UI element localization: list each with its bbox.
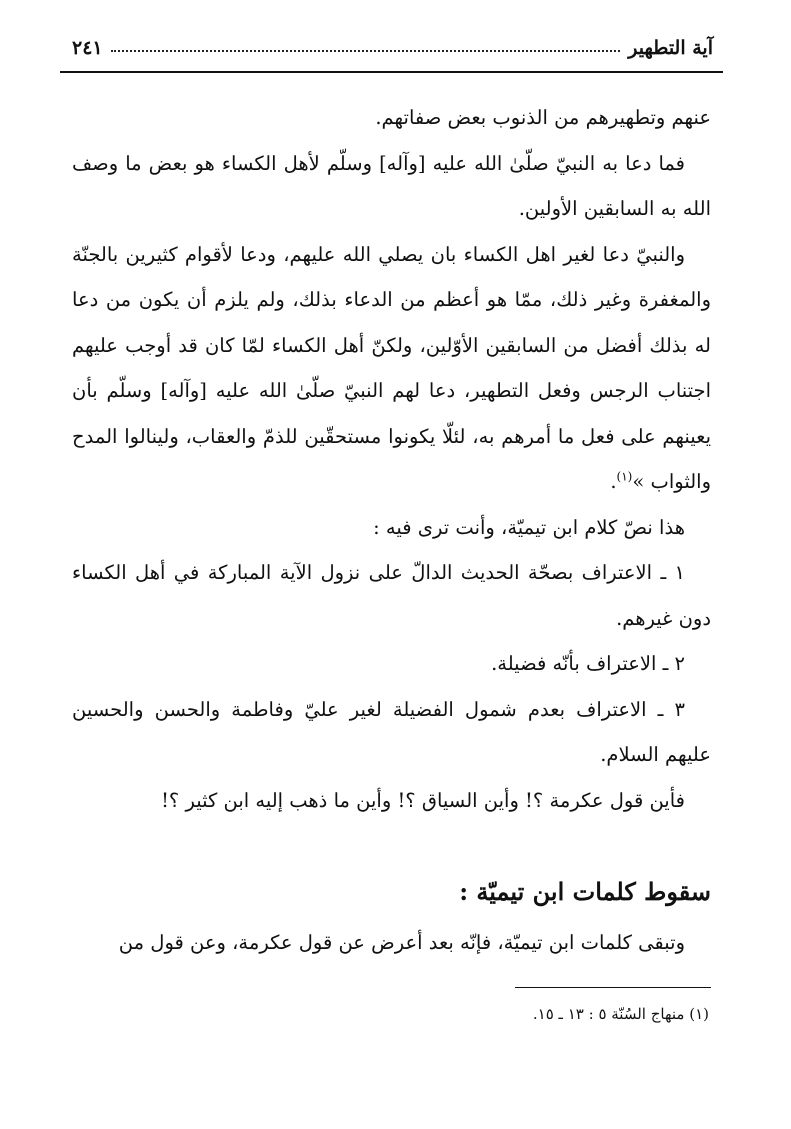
paragraph-question: فأين قول عكرمة ؟! وأين السياق ؟! وأين ما ذهب إليه ابن كثير ؟! (161, 788, 685, 812)
list-item-2: ٢ ـ الاعتراف بأنّه فضيلة. (491, 652, 685, 675)
paragraph-1: عنهم وتطهيرهم من الذنوب بعض صفاتهم. (375, 106, 711, 129)
section-heading: سقوط كلمات ابن تيميّة : (459, 877, 711, 906)
header-rule (60, 71, 723, 73)
paragraph-2: فما دعا به النبيّ صلّىٰ الله عليه [وآله] وسلّم لأهل الكساء هو بعض ما وصف الله به السابقين الأولين. (72, 151, 711, 220)
main-text (72, 95, 711, 823)
section-body (72, 920, 711, 966)
leader-dots (111, 40, 621, 52)
footnote: (١) منهاج السُنّة ٥ : ١٣ ـ ١٥. (532, 1005, 709, 1023)
paragraph-3-text: والنبيّ دعا لغير اهل الكساء بان يصلي الله عليهم، ودعا لأقوام كثيرين بالجنّة والمغفرة وغير ذلك، ممّا هو أعظم من الدعاء بذلك، ولم يلزم أن يكون من دعا له بذلك أفضل من السابقين الأوّلين، ولكنّ أهل الكساء لمّا كان قد أوجب عليهم اجتناب الرجس وفعل التطهير، دعا لهم النبيّ صلّىٰ الله عليه [وآله] وسلّم بأن يعينهم على فعل ما أمرهم به، لئلّا يكونوا مستحقّين للذمّ والعقاب، ولينالوا المدح والثواب » (72, 242, 711, 493)
running-title: آية التطهير (628, 37, 713, 59)
paragraph-4: هذا نصّ كلام ابن تيميّة، وأنت ترى فيه : (373, 515, 685, 539)
running-header (72, 30, 713, 66)
list-item-3: ٣ ـ الاعتراف بعدم شمول الفضيلة لغير عليّ وفاطمة والحسن والحسين عليهم السلام. (72, 697, 711, 766)
list-item-1: ١ ـ الاعتراف بصحّة الحديث الدالّ على نزول الآية المباركة في أهل الكساء دون غيرهم. (72, 561, 711, 630)
footnote-rule (515, 987, 711, 988)
section-paragraph: وتبقى كلمات ابن تيميّة، فإنّه بعد أعرض عن قول عكرمة، وعن قول من (118, 931, 685, 954)
footnote-reference: (١) (616, 469, 633, 484)
page-number: ٢٤١ (72, 37, 103, 59)
paragraph-3: والنبيّ دعا لغير اهل الكساء بان يصلي الله عليهم، ودعا لأقوام كثيرين بالجنّة والمغفرة وغير ذلك، ممّا هو أعظم من الدعاء بذلك، ولم يلزم أن يكون من دعا له بذلك أفضل من السابقين الأوّلين، ولكنّ أهل الكساء لمّا كان قد أوجب عليهم اجتناب الرجس وفعل التطهير، دعا لهم النبيّ صلّىٰ الله عليه [وآله] وسلّم بأن يعينهم على فعل ما أمرهم به، لئلّا يكونوا مستحقّين للذمّ والعقاب، ولينالوا المدح والثواب »$^{(١)}$. (72, 242, 711, 493)
